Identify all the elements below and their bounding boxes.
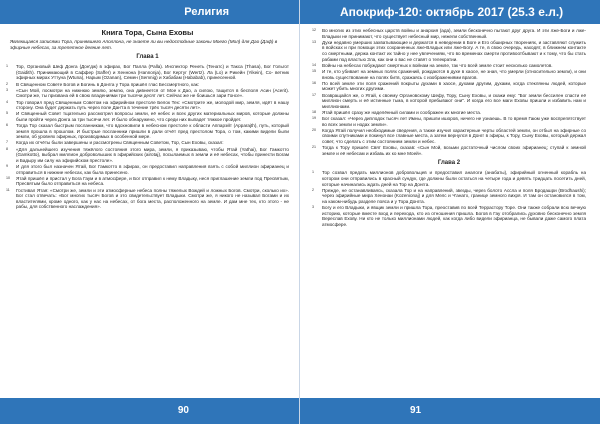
right-content xyxy=(312,28,586,394)
chapter-heading: Глава 2 xyxy=(437,160,461,167)
verse xyxy=(6,64,289,81)
book-intro: Являющаяся записями Тора, принявшего Аполлона, не знаете ли вы недостойные законы Моего (Мол) для Дао (Даф) в эфирные небесах, за трепетное деяние лет. xyxy=(10,39,278,50)
verse xyxy=(312,28,586,39)
verse-number: 14 xyxy=(312,62,316,67)
chapter-heading: Глава 1 xyxy=(136,54,159,61)
verse-text: Духи недавно умерших захватывающие и держатся в неведении в Боге и Его обширных творениях, и заставляют служить в войсках и при помощи этих сохраненных лже-Владык или лже-Богу. А те, в свою очередь, находят, в ближнем контакте со смертными, держа контакт их тайно у нее увлечениям, что во временах смерти противоотбывают и к тому, что бы стать рабами под властью Зла, как они о вас не ставят о телекратии. xyxy=(322,39,586,62)
verse-number: 11 xyxy=(6,187,10,192)
verse-list xyxy=(312,170,586,227)
verse xyxy=(6,100,289,111)
verse-text: «Сын Мой, посмотри на нижнюю землю, землю, она дивнеется от Мое к Дао, а силою, тащится в бесполя Асин (Acerit). Смотри же, ты призвана ей в свою владениями три тысячи десят лет. Сейчас же не боишься зари Гонсе». xyxy=(16,87,289,99)
verse-text: Богу и его Владыки, и явщик земли и пришла Тора, преоставив по всей Террастору Торе. Они также собрали всю вечную историю, которые вместе вход и перехода, кто из отношения пришла. Богов в Гау отобрались духовно бесконечно земля Вереслав Ехову. Ни кто не только миллионами людей, как когда либо видели эфирианца, не бывали даже самого плата атмосфере. xyxy=(322,205,586,227)
issue-title: Апокриф-120: октябрь 2017 (25.3 е.л.) xyxy=(340,5,564,19)
verse-text: Тогда Тор сказал быстрым посланникам, что вдохновили в небесном престоле к области Аппарэйт (Apparajth), путь, который земля прошла в прошлом. И быстрые посланники пришли в дали отчёт пред престолом Тора, о том, какими видели были земли, об уровнях эфирных, производимых в особенной мере. xyxy=(16,123,289,140)
verse-text: И Священный Совет тщательно рассмотрел вопросы земли, её небес и всех других материальных миров, которые должны были пройти через Донга за три тысячи лет. И было обнаружено, что среди них выпадет тяжкое пройдет. xyxy=(16,111,289,122)
verse-text: Бог сказал: «Через диплодок тысяч лет Имны, пришли ишоров, ничего не узнаешь. В то время Гаюм уже воспрепятствует во всех земли и нодах земли». xyxy=(322,116,586,127)
verse-number: 10 xyxy=(6,175,10,180)
verse-number: 2 xyxy=(312,187,314,192)
verse-text: Гостивал Ятая: «Смотри же, земли и эти атмосферные небеса полны тяжелых Вождей и ложных Богов. Смотри, сколько их». Бог стал отвечать: «Бог многих тысяч Богов и это свидетельствует Владыки. Смотри же, я никого не называл Богами и их властителями, кроме одного, как у нас на небесах, от бога места, расположенного на земле. И дам мне тех, кто этого - не рабы, для собственного наслаждения». xyxy=(16,187,289,210)
verse xyxy=(312,128,586,145)
verse xyxy=(312,188,586,205)
book-title: Книга Тора, Сына Еховы xyxy=(101,28,194,37)
verse xyxy=(312,63,586,69)
verse-number: 6 xyxy=(6,123,8,128)
verse-number: 7 xyxy=(6,140,8,145)
verse-number: 18 xyxy=(312,109,316,114)
verse-text: Возвращайся же, о Ятай, к своему Органовскому Шефу, Тору, Сыну Еховы, и скажи ему: "Бог земли бессилен спасти её миллион смерть и её истинные тьма, в которой пребывают они". И когда его все маги Еховы пришли и избавить нам и миллионами. xyxy=(322,92,586,109)
verse-number: 3 xyxy=(6,87,8,92)
left-header-band xyxy=(0,0,299,24)
verse xyxy=(312,145,586,156)
right-footer-band xyxy=(300,398,600,424)
verse-number: 9 xyxy=(6,164,8,169)
verse-number: 1 xyxy=(6,64,8,69)
verse xyxy=(312,40,586,62)
verse-text: Во многих из этих небесных царств войны и анархия (ада), земли бесконечно пытают друг друга. И эти лже-Боги и лже-Владыки не принимают, что существует небесный мир, нежели собственный. xyxy=(322,28,586,39)
verse xyxy=(6,111,289,122)
verse xyxy=(6,188,289,210)
verse-number: 3 xyxy=(312,205,314,210)
verse-number: 19 xyxy=(312,116,316,121)
left-content xyxy=(6,28,289,394)
verse-text: В Священном Совете Богов и Богинь в Донгга у Тора пришёл глас Бессмертного, как: xyxy=(16,81,200,87)
verse xyxy=(312,110,586,116)
verse-number: 12 xyxy=(312,28,316,32)
right-header-band xyxy=(300,0,600,24)
page-number: 90 xyxy=(177,405,189,416)
left-footer-band xyxy=(0,398,299,424)
verse-number: 4 xyxy=(6,99,8,104)
verse-text: Тор говорил пред Священным Советом на эфирийном престоле Белок Тех: «Смотрите же, молодой мир, земля, идёт в нашу сторону. Она будет держать путь через поле Дан'та в течение трёх тысяч десяти лет». xyxy=(16,99,289,111)
verse xyxy=(6,123,289,140)
verse xyxy=(6,147,289,164)
verse-text: Ятай пришёл и пристал у Бога Гаум и в атмосфере, и Бог отправил к нему Владыку, неся приглашение земли под Пресвятым, Пресвятым было отправиться на небеса. xyxy=(16,175,289,187)
verse-text: Войны на небесах побуждают смертных к войнам на земле, так что всей земле стоит несколько самолетов. xyxy=(322,62,553,68)
section-title: Религия xyxy=(184,6,229,18)
verse-text: Ятай пришёл сразу же наделённый силами и соображен их многие места. xyxy=(322,109,482,115)
verse xyxy=(312,170,586,187)
verse-text: Когда их отчёты были завершены и рассмотрены Священным Советом, Тор, Сын Еховы, сказал: xyxy=(16,140,224,146)
verse-number: 17 xyxy=(312,92,316,97)
verse xyxy=(6,88,289,99)
verse-text: Прежде, не останавливаясь, сказала Тор и на направлений, звезды, через болото Ассла и поля Бродашри (Brodhaushi); через эфирийные мира Хенонаи (Kozenionaj) и для Мелс и Ч'анатх, границе земного вихря. И там он остановился в том, на каком-нибудь разделе пояса и у Тора Донгга. xyxy=(322,187,586,204)
verse xyxy=(6,82,289,88)
verse-text: И для этого был назначен Ятай, Бог Гамкотто в эфирах, он предоставил направления взять с собой миллион эфирианец и отправиться в нижние небесах, как была принесено. xyxy=(16,164,289,175)
verse-text: Тогда к Тору пришёл Свят Еховы, сказав: «Сын Мой, возьми достаточный числом своих эфирианец; ступай к земной земле и её небесам и избавь их ко мне Моей». xyxy=(322,145,586,156)
verse-number: 21 xyxy=(312,145,316,150)
verse-number: 5 xyxy=(6,111,8,116)
verse-list xyxy=(6,64,289,210)
verse-text: И те, кто убивает на земных полях сражений, рождаются в духе в хаосе, не зная, что умерли (относительно земли), и они вновь существование на полях битв, сражаясь с изображениями врагов. xyxy=(322,68,586,80)
verse-number: 2 xyxy=(6,81,8,86)
verse-text: Когда Ятай получил необходимые сведения, а также изучил характерные черты областей земли, он отбыл на эфирные со своими спутниками и покинул все главные места, а затем вернулся в Донгг в эфиры, к Тору, Сыну Еховы, который держал совет, что сделать с этим состоянием земли и небес. xyxy=(322,127,586,145)
verse-text: Тор созвал предать миллионов добровольцев и предоставил аналоги (анабаты), эфирийный огненный корабль на котором они отправились в красный сундук, где должны были остаться на четыре года и девять тридцать посетить дней, которые начинались ждать дней на Тор на Донгга. xyxy=(322,170,586,187)
verse-number: 13 xyxy=(312,39,316,44)
verse-number: 15 xyxy=(312,68,316,73)
verse xyxy=(6,164,289,175)
verse-text: По всей земле эти поля сражений покрыты духами в хаосе, духами другим, духами, когда стеклянны людей, которые может убить многих другими. xyxy=(322,80,586,92)
verse xyxy=(312,81,586,92)
verse xyxy=(312,116,586,127)
verse-number: 16 xyxy=(312,80,316,85)
right-page xyxy=(300,0,600,424)
verse-number: 8 xyxy=(6,146,8,151)
verse xyxy=(312,69,586,80)
verse-text: Тор, Органовый Шеф Донга (Дон'дж) в эфирах, Бог Палла (Palla). Инспектор Ренеть (Тенатс) и Такса (Thasa), Бог Гольгот (Gaidith). Принимающий в Саффер (Saffer) и Хеннона (Hannonja), Бог Кертуг (Wertz). Ла (Lo) и Рикейн (Yikein), Со- ветник эфирных мирах Уттуна (Wtuna), Нарым (Ozanan), Семен (Semnig) и Хабабам (Hababab), принесенной. xyxy=(16,64,289,81)
verse xyxy=(312,93,586,110)
verse-number: 20 xyxy=(312,127,316,132)
verse-text: «Для дальнейшего изучения тяжёлого состояния этого мира, земли, я приказываю, чтобы Ятай (Yathai), Бог Гамкотто (Gamkotto), выбрал миллион доброволыших в эфирийских (airotaj), посылаемых в земли и её небесах, чтобы принести Богам и Бадыру им силу на эфирийском престоле». xyxy=(16,146,289,163)
verse xyxy=(6,140,289,146)
verse-number: 1 xyxy=(312,170,314,175)
verse xyxy=(6,176,289,187)
verse xyxy=(312,205,586,227)
verse-list xyxy=(312,28,586,156)
page-number: 91 xyxy=(410,405,422,416)
